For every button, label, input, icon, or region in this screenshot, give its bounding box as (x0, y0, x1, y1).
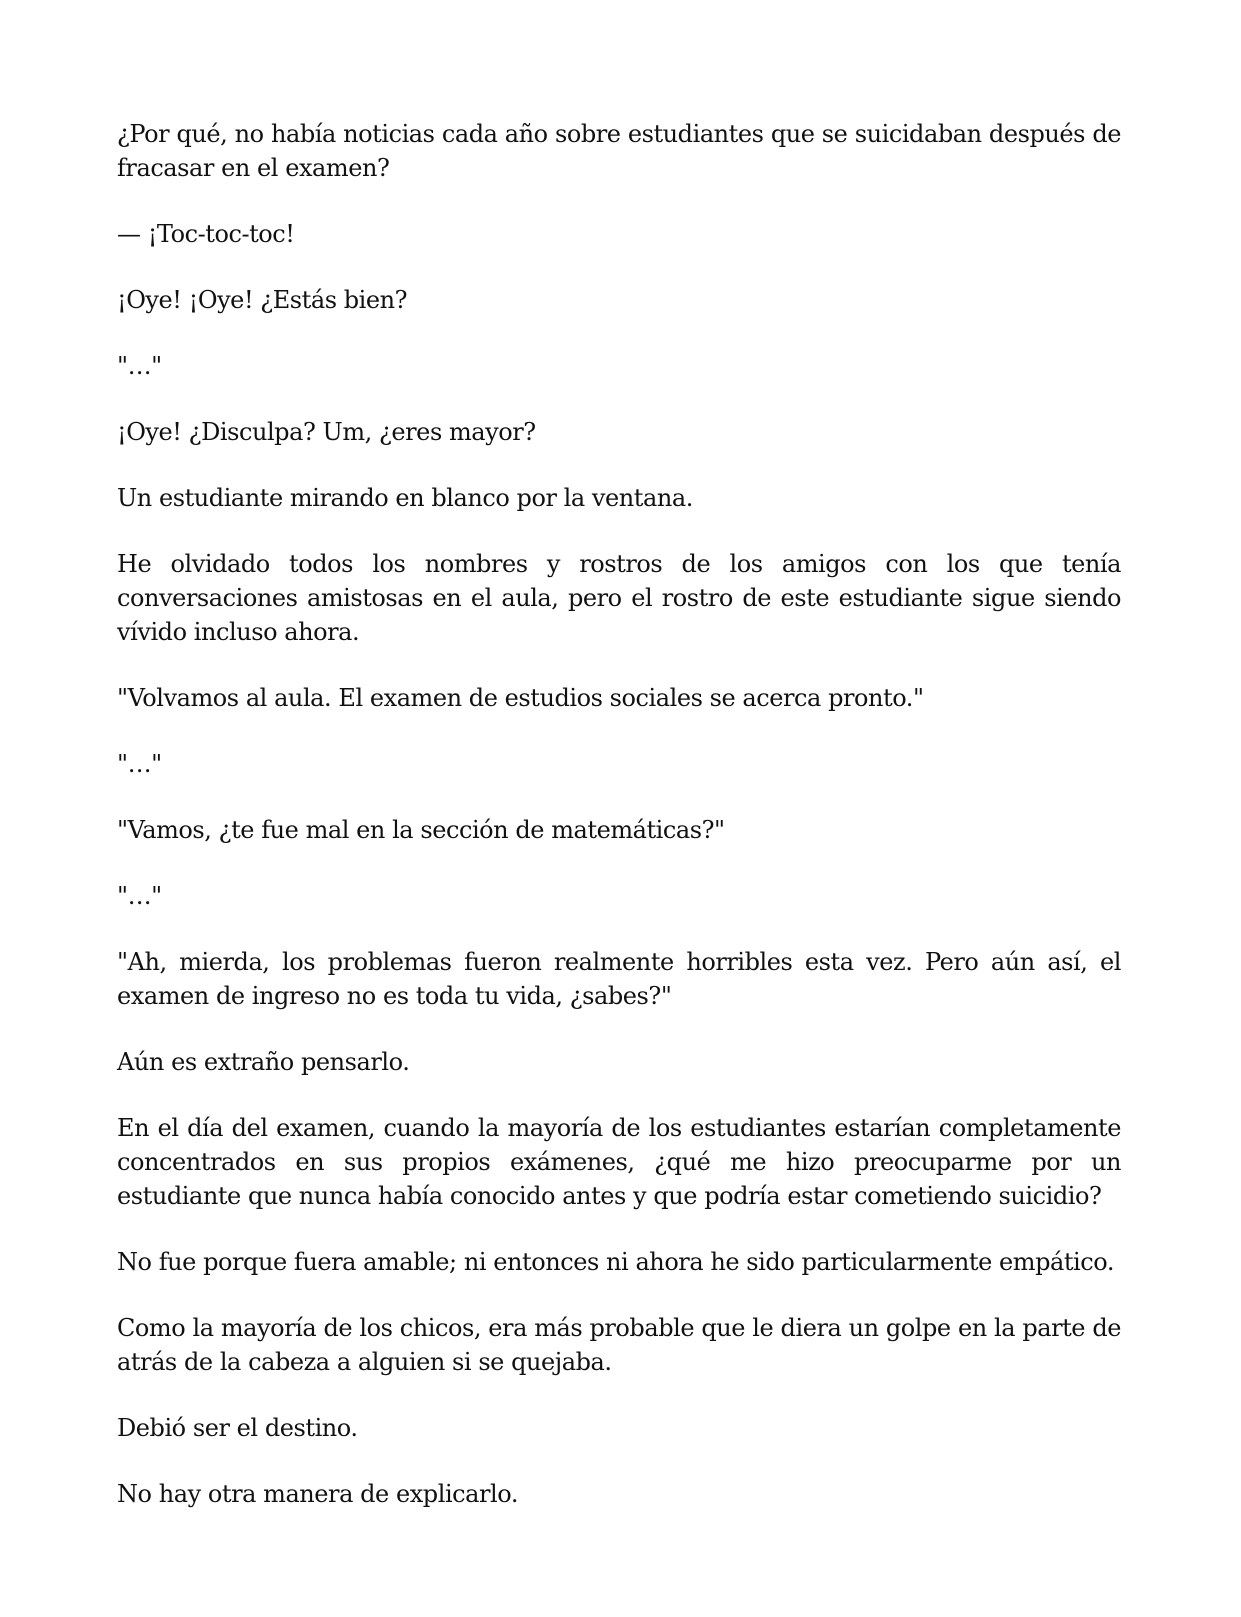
paragraph: En el día del examen, cuando la mayoría de los estudiantes estarían completamente concentrados en sus propios exámenes, ¿qué me hizo preocuparme por un estudiante que nunca había conocido antes y que podría estar cometiendo suicidio? (117, 1114, 1121, 1210)
paragraph: "Volvamos al aula. El examen de estudios sociales se acerca pronto." (117, 684, 924, 712)
paragraph: Como la mayoría de los chicos, era más probable que le diera un golpe en la parte de atrás de la cabeza a alguien si se quejaba. (117, 1314, 1121, 1376)
paragraph: ¿Por qué, no había noticias cada año sobre estudiantes que se suicidaban después de fracasar en el examen? (117, 120, 1121, 182)
document-body (117, 117, 1121, 1543)
paragraph: "Vamos, ¿te fue mal en la sección de matemáticas?" (117, 816, 725, 844)
paragraph: "…" (117, 750, 162, 778)
paragraph: Un estudiante mirando en blanco por la ventana. (117, 484, 693, 512)
paragraph: "…" (117, 352, 162, 380)
paragraph: "…" (117, 882, 162, 910)
paragraph: No hay otra manera de explicarlo. (117, 1480, 519, 1508)
paragraph: Debió ser el destino. (117, 1414, 358, 1442)
paragraph: No fue porque fuera amable; ni entonces ni ahora he sido particularmente empático. (117, 1248, 1115, 1276)
paragraph: "Ah, mierda, los problemas fueron realmente horribles esta vez. Pero aún así, el examen de ingreso no es toda tu vida, ¿sabes?" (117, 948, 1121, 1010)
paragraph: — ¡Toc-toc-toc! (117, 220, 295, 248)
paragraph: He olvidado todos los nombres y rostros de los amigos con los que tenía conversaciones amistosas en el aula, pero el rostro de este estudiante sigue siendo vívido incluso ahora. (117, 550, 1121, 646)
paragraph: ¡Oye! ¡Oye! ¿Estás bien? (117, 286, 408, 314)
paragraph: Aún es extraño pensarlo. (117, 1048, 410, 1076)
paragraph: ¡Oye! ¿Disculpa? Um, ¿eres mayor? (117, 418, 536, 446)
